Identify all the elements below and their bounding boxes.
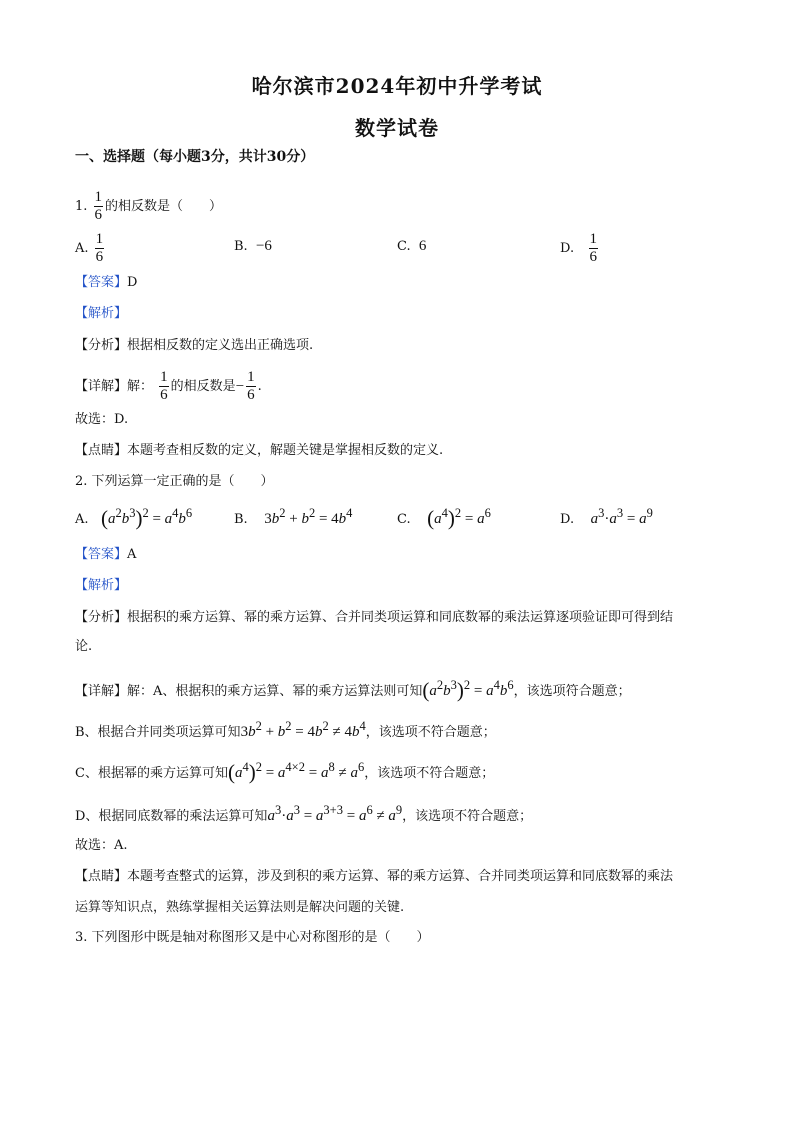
q1-detail-neg-den: 6: [247, 387, 255, 403]
q1-stem: [75, 190, 724, 223]
q2-analysis-tag: 【解析】: [75, 578, 128, 593]
q1-comment: [75, 441, 724, 461]
q2-detail-a-text: 解：A、根据积的乘方运算、幂的乘方运算法则可知: [127, 684, 423, 699]
q2-answer: [75, 545, 724, 565]
q2-detail-c-end: ，该选项不符合题意；: [364, 766, 495, 781]
q2-detail-a: [75, 675, 724, 702]
q2-detail-b-text: B、根据合并同类项运算可知: [75, 725, 241, 740]
q2-number: 2.: [75, 474, 88, 489]
q1-detail-fraction: [159, 370, 169, 403]
q2-detail-a-expr: $(a^2b^3)^2 = a^4b^6$: [422, 678, 514, 702]
q2-option-c-label: C.: [397, 512, 411, 527]
q2-answer-tag: 【答案】: [75, 547, 128, 562]
q2-stem: [75, 472, 724, 492]
q1-option-d: [560, 232, 600, 265]
q2-comment: [75, 867, 724, 887]
q2-comment-line2: 运算等知识点，熟练掌握相关运算法则是解决问题的关键.: [75, 900, 405, 915]
q2-detail-a-end: ，该选项符合题意；: [513, 684, 631, 699]
q1-number: 1.: [75, 199, 88, 214]
q2-option-b-label: B.: [234, 512, 248, 527]
q3-number: 3.: [75, 930, 88, 945]
q2-option-b: [234, 506, 352, 528]
q1-a-den: 6: [95, 249, 104, 265]
q2-option-c-expr: $(a^4)^2 = a^6$: [427, 506, 491, 530]
q2-option-d: [560, 506, 653, 528]
q1-option-a-label: A.: [75, 241, 89, 256]
q1-answer-value: D: [127, 275, 138, 290]
q3-stem-text: 下列图形中既是轴对称图形又是中心对称图形的是（ ）: [91, 930, 430, 945]
q1-option-a: [75, 232, 106, 265]
q2-option-b-expr: $3b^2 + b^2 = 4b^4$: [264, 506, 353, 527]
q2-detail-c: [75, 757, 724, 784]
q1-comment-text: 本题考查相反数的定义，解题关键是掌握相反数的定义.: [127, 443, 444, 458]
q1-frac-den: 6: [94, 207, 103, 223]
q2-option-a: [75, 506, 192, 531]
q1-option-d-label: D.: [560, 241, 575, 256]
q2-option-a-expr: $(a^2b^3)^2 = a^4b^6$: [100, 506, 193, 530]
exam-subtitle: 数学试卷: [355, 116, 439, 140]
q2-detail-tag: 【详解】: [75, 684, 128, 699]
q2-detail-b-end: ，该选项不符合题意；: [365, 725, 496, 740]
q2-comment-line1: 本题考查整式的运算，涉及到积的乘方运算、幂的乘方运算、合并同类项运算和同底数幂的乘法: [127, 869, 674, 884]
q2-detail-b: [75, 716, 724, 743]
q1-detail-den: 6: [160, 387, 168, 403]
q2-answer-value: A: [127, 547, 137, 562]
q1-fenxi-text: 根据相反数的定义选出正确选项.: [127, 338, 314, 353]
q1-fraction: [94, 190, 104, 223]
q2-detail-c-text: C、根据幂的乘方运算可知: [75, 766, 228, 781]
q2-fenxi-line2: 论.: [75, 639, 93, 654]
q1-stem-text: 的相反数是（ ）: [105, 199, 223, 214]
q2-detail-d: [75, 800, 724, 827]
q1-detail-neg-num: 1: [247, 369, 255, 385]
q2-fenxi-tag: 【分析】: [75, 610, 128, 625]
q2-stem-text: 下列运算一定正确的是（ ）: [91, 474, 274, 489]
q1-answer: [75, 273, 724, 293]
q3-stem: [75, 928, 724, 948]
q1-a-num: 1: [95, 231, 104, 247]
q2-detail-d-expr: $a^3\cdot a^3 = a^{3+3} = a^6 \ne a^9$: [267, 803, 403, 824]
q2-comment-tag: 【点睛】: [75, 869, 128, 884]
q2-detail-d-text: D、根据同底数幂的乘法运算可知: [75, 809, 268, 824]
q1-option-c-value: 6: [418, 238, 427, 254]
q1-option-c: [397, 238, 426, 255]
q2-detail-d-end: ，该选项不符合题意；: [402, 809, 533, 824]
q1-detail-mid: 的相反数是: [170, 379, 236, 394]
q2-choose: 故选：A.: [75, 838, 128, 853]
q1-option-b-value: −6: [255, 238, 272, 254]
q2-option-d-label: D.: [560, 512, 575, 527]
q2-option-a-label: A.: [75, 512, 89, 527]
exam-title: 哈尔滨市2024年初中升学考试: [251, 74, 543, 98]
q2-option-d-expr: $a^3\cdot a^3 = a^9$: [590, 506, 653, 527]
q2-option-c: [397, 506, 491, 531]
q1-d-num: 1: [589, 231, 597, 247]
q1-option-a-fraction: [95, 232, 105, 265]
q1-detail-end: .: [257, 379, 262, 394]
q1-d-den: 6: [589, 249, 597, 265]
section-heading: 一、选择题（每小题3分，共计30分）: [75, 149, 315, 165]
q2-fenxi-line1: 根据积的乘方运算、幂的乘方运算、合并同类项运算和同底数幂的乘法运算逐项验证即可得到结: [127, 610, 674, 625]
q1-choose: 故选：D.: [75, 412, 129, 427]
q2-fenxi: [75, 608, 724, 628]
q1-option-c-label: C.: [397, 239, 411, 254]
q1-answer-tag: 【答案】: [75, 275, 128, 290]
q1-detail-num: 1: [160, 369, 168, 385]
q1-option-d-fraction: [589, 232, 599, 265]
q1-analysis-tag: 【解析】: [75, 306, 128, 321]
q1-detail-neg-fraction: [246, 370, 256, 403]
q1-comment-tag: 【点睛】: [75, 443, 128, 458]
q1-option-b: [234, 238, 272, 255]
q1-detail: [75, 370, 724, 403]
q2-detail-b-expr: $3b^2 + b^2 = 4b^2 \ne 4b^4$: [240, 719, 366, 740]
q1-fenxi-tag: 【分析】: [75, 338, 128, 353]
q1-detail-neg: −: [235, 378, 245, 395]
q2-detail-c-expr: $(a^4)^2 = a^{4\times 2} = a^8 \ne a^6$: [227, 760, 365, 784]
q1-detail-lead: 解：: [127, 379, 154, 394]
q1-detail-tag: 【详解】: [75, 379, 128, 394]
q1-fenxi: [75, 336, 724, 356]
q1-option-b-label: B.: [234, 239, 248, 254]
q1-frac-num: 1: [94, 189, 103, 205]
